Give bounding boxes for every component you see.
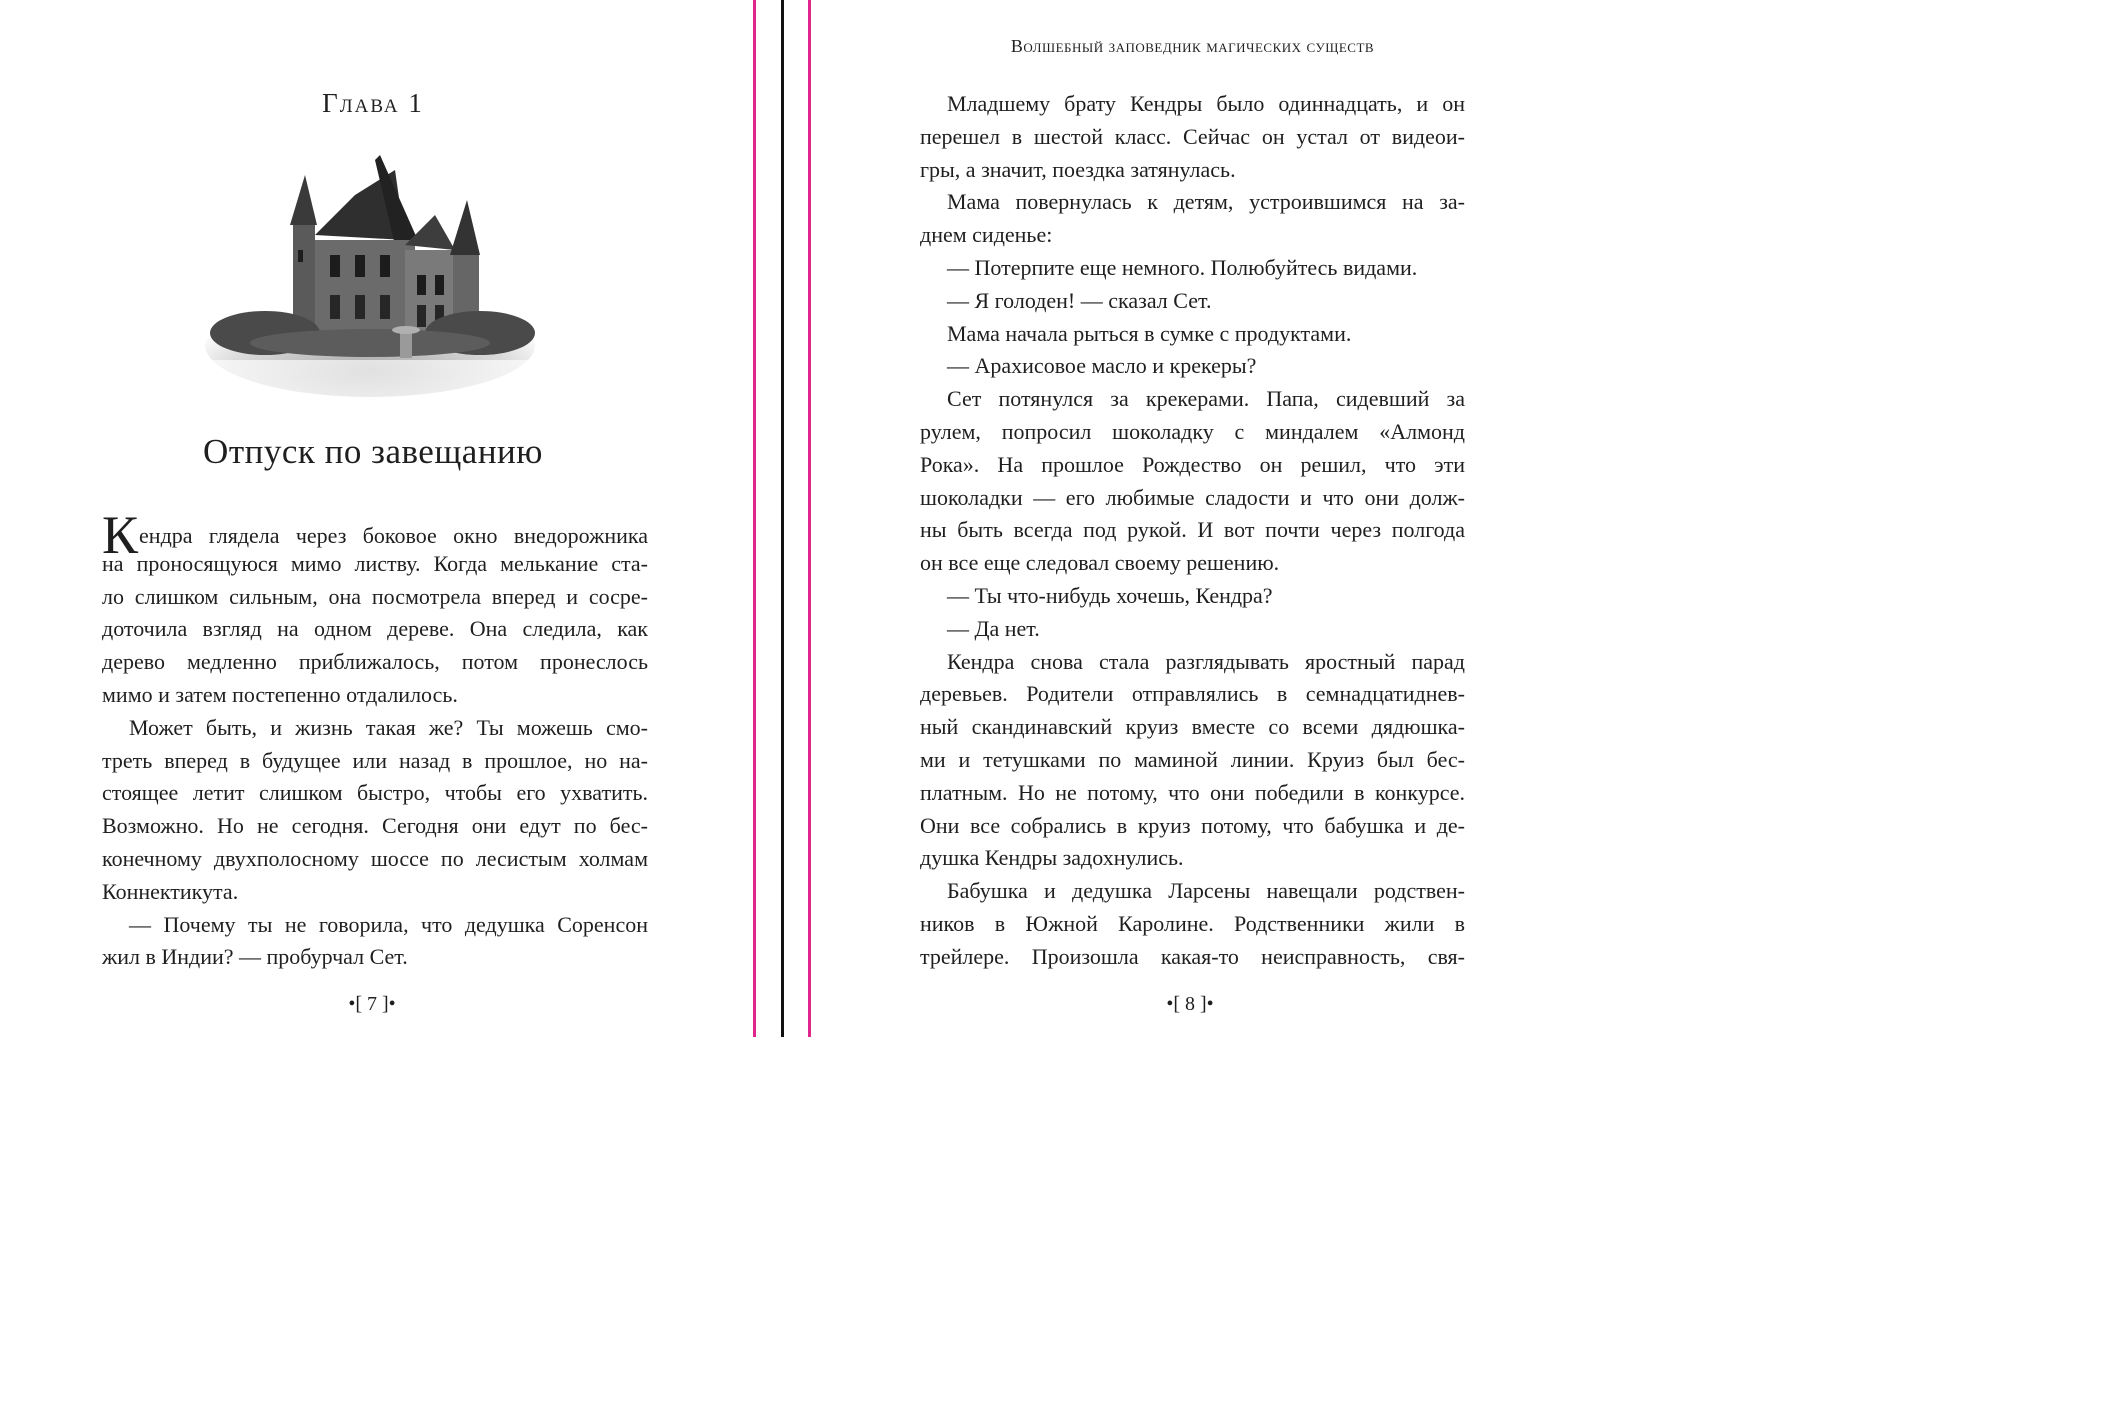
text-line: на проносящуюся мимо листву. Когда мелькание ста- (102, 550, 648, 576)
text-line: Может быть, и жизнь такая же? Ты можешь смо- (129, 714, 648, 740)
text-line: — Почему ты не говорила, что дедушка Соренсон (129, 911, 648, 937)
text-line: Мама начала рыться в сумке с продуктами. (947, 320, 1352, 346)
text-line: Они все собрались в круиз потому, что бабушка и де- (920, 812, 1465, 838)
gutter-line (808, 0, 811, 1037)
text-line: — Ты что-нибудь хочешь, Кендра? (947, 582, 1273, 608)
text-line: Кендра снова стала разглядывать яростный парад (947, 648, 1465, 674)
text-line: Младшему брату Кендры было одиннадцать, и он (947, 91, 1465, 116)
text-line: — Потерпите еще немного. Полюбуйтесь видами. (947, 254, 1418, 280)
text-line: рулем, попросил шоколадку с миндалем «Алмонд (920, 418, 1465, 444)
text-line: дерево медленно приближалось, потом пронеслось (102, 649, 648, 675)
text-line: перешел в шестой класс. Сейчас он устал от видеои- (920, 123, 1465, 149)
text-line: гры, а значит, поездка затянулась. (920, 156, 1236, 182)
right-page (812, 0, 1546, 1037)
text-line: ников в Южной Каролине. Родственники жили в (920, 910, 1465, 936)
chapter-title: Отпуск по завещанию (203, 432, 543, 471)
text-line: Мама повернулась к детям, устроившимся на за- (947, 189, 1465, 215)
text-line: Сет потянулся за крекерами. Папа, сидевший за (947, 386, 1465, 412)
text-line: жил в Индии? — пробурчал Сет. (102, 944, 408, 970)
text-line: Кендра глядела через боковое окно внедорожника (102, 505, 648, 565)
text-line: трейлере. Произошла какая-то неисправность, свя- (920, 943, 1465, 969)
text-line: конечному двухполосному шоссе по лесистым холмам (102, 845, 648, 871)
text-line: ный скандинавский круиз вместе со всеми дядюшка- (920, 714, 1465, 740)
drop-cap: К (102, 505, 139, 565)
left-page-text (102, 505, 648, 974)
text-line: деревьев. Родители отправлялись в семнадцатиднев- (920, 681, 1465, 707)
text-line: он все еще следовал своему решению. (920, 550, 1280, 576)
text-line: — Арахисовое масло и крекеры? (947, 353, 1257, 379)
running-head: Волшебный заповедник магических существ (1010, 36, 1375, 56)
right-page-text (920, 88, 1465, 974)
text-line: Коннектикута. (102, 878, 239, 904)
gutter-line (781, 0, 784, 1037)
text-line: мимо и затем постепенно отдалилось. (102, 681, 458, 707)
text-line: шоколадки — его любимые сладости и что они долж- (920, 484, 1465, 510)
text-line: доточила взгляд на одном дереве. Она следила, как (102, 616, 648, 642)
manor-house-illustration (205, 155, 535, 400)
text-line: платным. Но не потому, что они победили в конкурсе. (920, 779, 1465, 805)
left-page (0, 0, 752, 1037)
text-line: ло слишком сильным, она посмотрела вперед и сосре- (102, 583, 648, 609)
text-line: ми и тетушками по маминой линии. Круиз был бес- (920, 746, 1465, 772)
text-line: днем сиденье: (920, 222, 1053, 248)
text-line: стоящее летит слишком быстро, чтобы его ухватить. (102, 780, 648, 806)
text-line: душка Кендры задохнулись. (920, 845, 1184, 871)
text-line: — Да нет. (947, 615, 1040, 641)
text-line: треть вперед в будущее или назад в прошлое, но на- (102, 747, 648, 773)
text-line: — Я голоден! — сказал Сет. (947, 287, 1212, 313)
text-line: Бабушка и дедушка Ларсены навещали родствен- (947, 878, 1465, 904)
page-number: •[ 8 ]• (1166, 993, 1214, 1015)
page-number: •[ 7 ]• (348, 993, 396, 1015)
gutter-line (753, 0, 756, 1037)
text-line: Возможно. Но не сегодня. Сегодня они едут по бес- (102, 813, 648, 839)
text-line: ны быть всегда под рукой. И вот почти через полгода (920, 517, 1465, 543)
text-line: Рока». На прошлое Рождество он решил, что эти (920, 451, 1465, 477)
chapter-label: Глава 1 (322, 88, 424, 118)
